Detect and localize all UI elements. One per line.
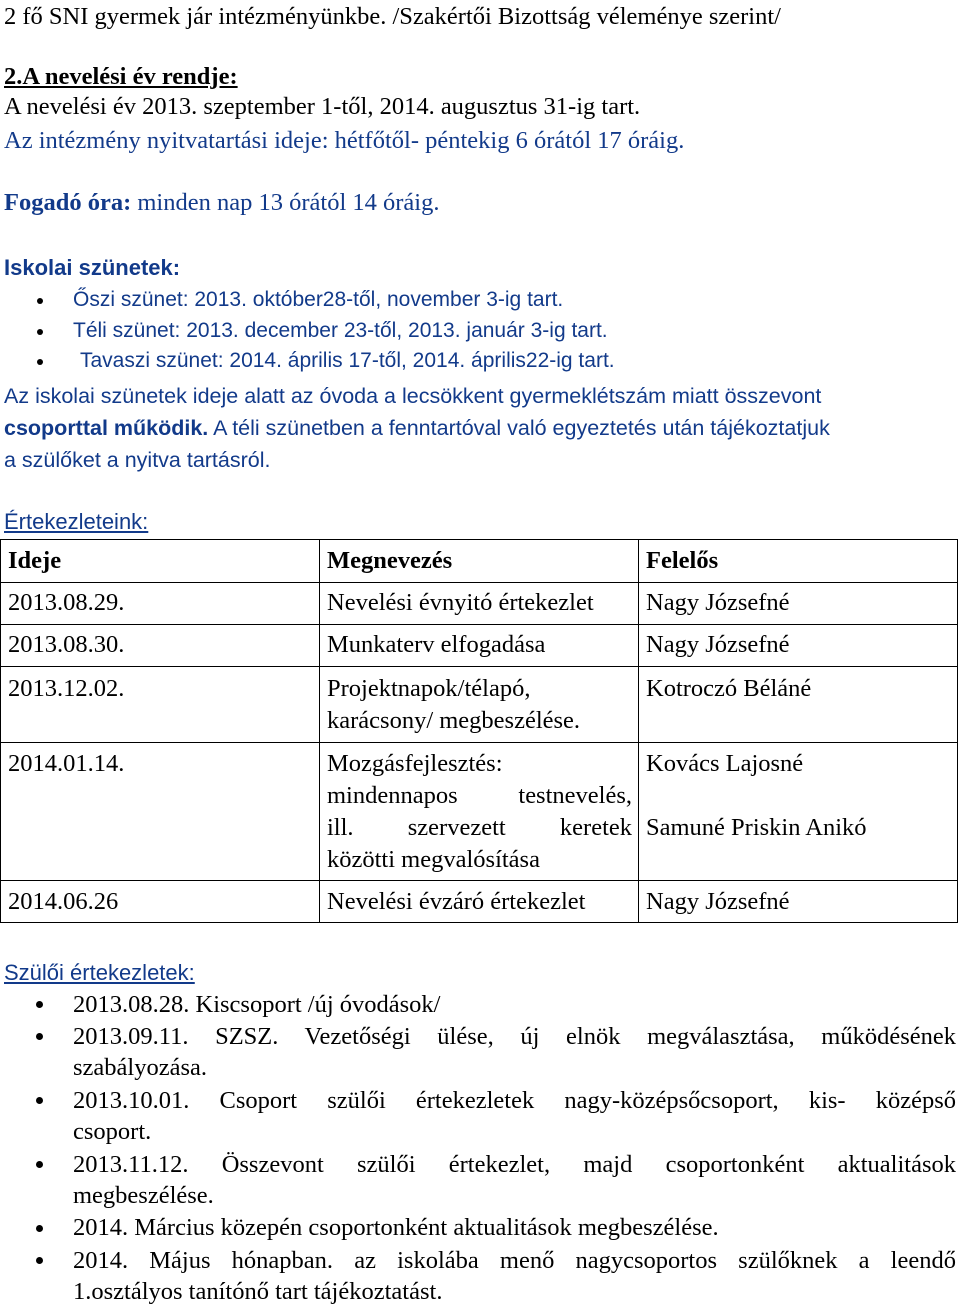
table-row-name: karácsony/ megbeszélése. xyxy=(327,707,581,734)
table-border xyxy=(0,582,958,583)
table-border xyxy=(638,539,639,923)
table-row-resp: Nagy Józsefné xyxy=(646,631,790,658)
table-row-name: Nevelési évzáró értekezlet xyxy=(327,888,586,915)
table-border xyxy=(0,880,958,881)
szuloi-item-cont: csoport. xyxy=(73,1118,152,1145)
table-row-resp: Samuné Priskin Anikó xyxy=(646,814,867,841)
bullet-icon xyxy=(36,1033,43,1040)
fogado-ora xyxy=(4,188,439,218)
table-row-resp: Nagy Józsefné xyxy=(646,888,790,915)
fogado-ora-text: minden nap 13 órától 14 óráig. xyxy=(131,189,440,216)
bullet-icon xyxy=(36,1097,43,1104)
table-border xyxy=(0,666,958,667)
szunet-item-teli: Téli szünet: 2013. december 23-től, 2013. január 3-ig tart. xyxy=(73,319,608,342)
bullet-icon xyxy=(36,1257,43,1264)
table-border xyxy=(957,539,958,923)
nevelesi-ev-period: A nevelési év 2013. szeptember 1-től, 2014. augusztus 31-ig tart. xyxy=(4,93,641,120)
sni-sentence: 2 fő SNI gyermek jár intézményünkbe. /Szakértői Bizottság véleménye szerint/ xyxy=(4,3,781,30)
table-header-ideje: Ideje xyxy=(8,547,62,574)
szunet-paragraph-line-1: Az iskolai szünetek ideje alatt az óvoda a lecsökkent gyermeklétszám miatt összevont xyxy=(4,384,822,408)
table-border xyxy=(319,539,320,923)
bullet-icon xyxy=(37,329,43,335)
table-row-date: 2013.08.29. xyxy=(8,589,125,616)
fogado-ora-label: Fogadó óra: xyxy=(4,189,132,216)
table-row-name: ill. szervezett keretek xyxy=(327,814,632,841)
section-heading-szunetek: Iskolai szünetek: xyxy=(4,255,181,280)
table-border xyxy=(0,624,958,625)
szuloi-item: 2013.09.11. SZSZ. Vezetőségi ülése, új elnök megválasztása, működésének xyxy=(73,1023,956,1050)
bullet-icon xyxy=(37,359,43,365)
opening-hours: Az intézmény nyitvatartási ideje: hétfőtől- péntekig 6 órától 17 óráig. xyxy=(4,127,685,154)
szuloi-item-cont: 1.osztályos tanítónő tart tájékoztatást. xyxy=(73,1278,443,1305)
szuloi-item: 2013.10.01. Csoport szülői értekezletek nagy-középsőcsoport, kis- középső xyxy=(73,1087,956,1114)
table-row-date: 2013.08.30. xyxy=(8,631,125,658)
section-heading-szuloi: Szülői értekezletek: xyxy=(4,960,195,985)
table-border xyxy=(0,539,958,540)
szunet-paragraph-line-2 xyxy=(4,413,830,443)
table-border xyxy=(0,539,1,923)
table-row-name: Nevelési évnyitó értekezlet xyxy=(327,589,594,616)
table-header-felelos: Felelős xyxy=(646,547,719,574)
table-header-megnevezes: Megnevezés xyxy=(327,547,453,574)
table-border xyxy=(0,922,958,923)
bullet-icon xyxy=(36,1161,43,1168)
szuloi-item: 2013.08.28. Kiscsoport /új óvodások/ xyxy=(73,991,441,1018)
szunet-paragraph-bold: csoporttal működik. xyxy=(4,416,209,440)
table-row-name: Projektnapok/télapó, xyxy=(327,675,531,702)
bullet-icon xyxy=(37,298,43,304)
table-row-resp: Kotroczó Béláné xyxy=(646,675,812,702)
szuloi-item: 2014. Május hónapban. az iskolába menő nagycsoportos szülőknek a leendő xyxy=(73,1247,956,1274)
szuloi-item-cont: megbeszélése. xyxy=(73,1182,214,1209)
table-row-resp: Nagy Józsefné xyxy=(646,589,790,616)
szuloi-item-cont: szabályozása. xyxy=(73,1054,207,1081)
szunet-paragraph-rest: A téli szünetben a fenntartóval való egyeztetés után tájékoztatjuk xyxy=(208,416,830,440)
table-row-resp: Kovács Lajosné xyxy=(646,750,804,777)
table-row-name: Munkaterv elfogadása xyxy=(327,631,546,658)
szunet-item-tavaszi: Tavaszi szünet: 2014. április 17-től, 2014. április22-ig tart. xyxy=(80,349,615,372)
section-heading-nevelesi-ev: 2.A nevelési év rendje: xyxy=(4,63,238,90)
bullet-icon xyxy=(36,1001,43,1008)
section-heading-ertekezletek: Értekezleteink: xyxy=(4,509,149,534)
table-row-name: mindennapos testnevelés, xyxy=(327,782,632,809)
table-border xyxy=(0,742,958,743)
table-row-date: 2014.06.26 xyxy=(8,888,119,915)
table-row-name: Mozgásfejlesztés: xyxy=(327,750,503,777)
szuloi-item: 2013.11.12. Összevont szülői értekezlet, majd csoportonként aktualitások xyxy=(73,1151,956,1178)
szuloi-item: 2014. Március közepén csoportonként aktualitások megbeszélése. xyxy=(73,1214,719,1241)
table-row-date: 2013.12.02. xyxy=(8,675,125,702)
szunet-item-osz: Őszi szünet: 2013. október28-től, november 3-ig tart. xyxy=(73,288,564,311)
bullet-icon xyxy=(36,1225,43,1232)
table-row-name: közötti megvalósítása xyxy=(327,846,540,873)
table-row-date: 2014.01.14. xyxy=(8,750,125,777)
szunet-paragraph-line-3: a szülőket a nyitva tartásról. xyxy=(4,448,271,472)
